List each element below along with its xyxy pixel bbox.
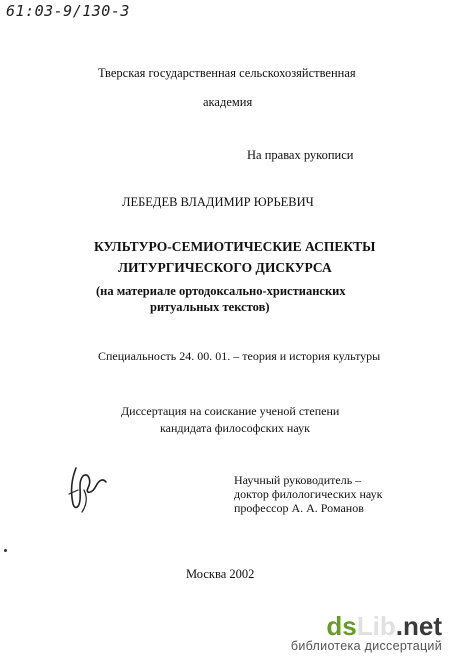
institution-line-2: академия [203,95,253,109]
margin-dot [4,549,7,552]
handwritten-signature [66,460,112,514]
supervisor-line-3: профессор А. А. Романов [234,501,364,515]
supervisor-line-1: Научный руководитель – [234,473,362,487]
title-subtitle-line-1: (на материале ортодоксально-христианских [96,284,346,298]
watermark [291,613,442,653]
watermark-logo-part-1: ds [326,611,357,641]
title-line-1: КУЛЬТУРО-СЕМИОТИЧЕСКИЕ АСПЕКТЫ [94,239,376,254]
city-year: Москва 2002 [186,567,255,581]
handwritten-catalog-code: 61:03-9/130-3 [6,2,130,20]
watermark-subtitle: библиотека диссертаций [290,639,442,653]
dissertation-line-1: Диссертация на соискание ученой степени [121,404,340,418]
institution-line-1: Тверская государственная сельскохозяйственная [98,66,356,80]
rights-note: На правах рукописи [247,148,354,162]
watermark-logo-part-3: .net [395,611,442,641]
dissertation-line-2: кандидата философских наук [160,421,310,435]
title-subtitle-line-2: ритуальных текстов) [150,300,270,314]
supervisor-line-2: доктор филологических наук [234,487,383,501]
watermark-logo [291,613,442,639]
title-line-2: ЛИТУРГИЧЕСКОГО ДИСКУРСА [118,260,332,275]
author-name: ЛЕБЕДЕВ ВЛАДИМИР ЮРЬЕВИЧ [122,195,314,209]
watermark-logo-part-2: Lib [356,611,396,641]
specialty: Специальность 24. 00. 01. – теория и история культуры [98,349,381,363]
